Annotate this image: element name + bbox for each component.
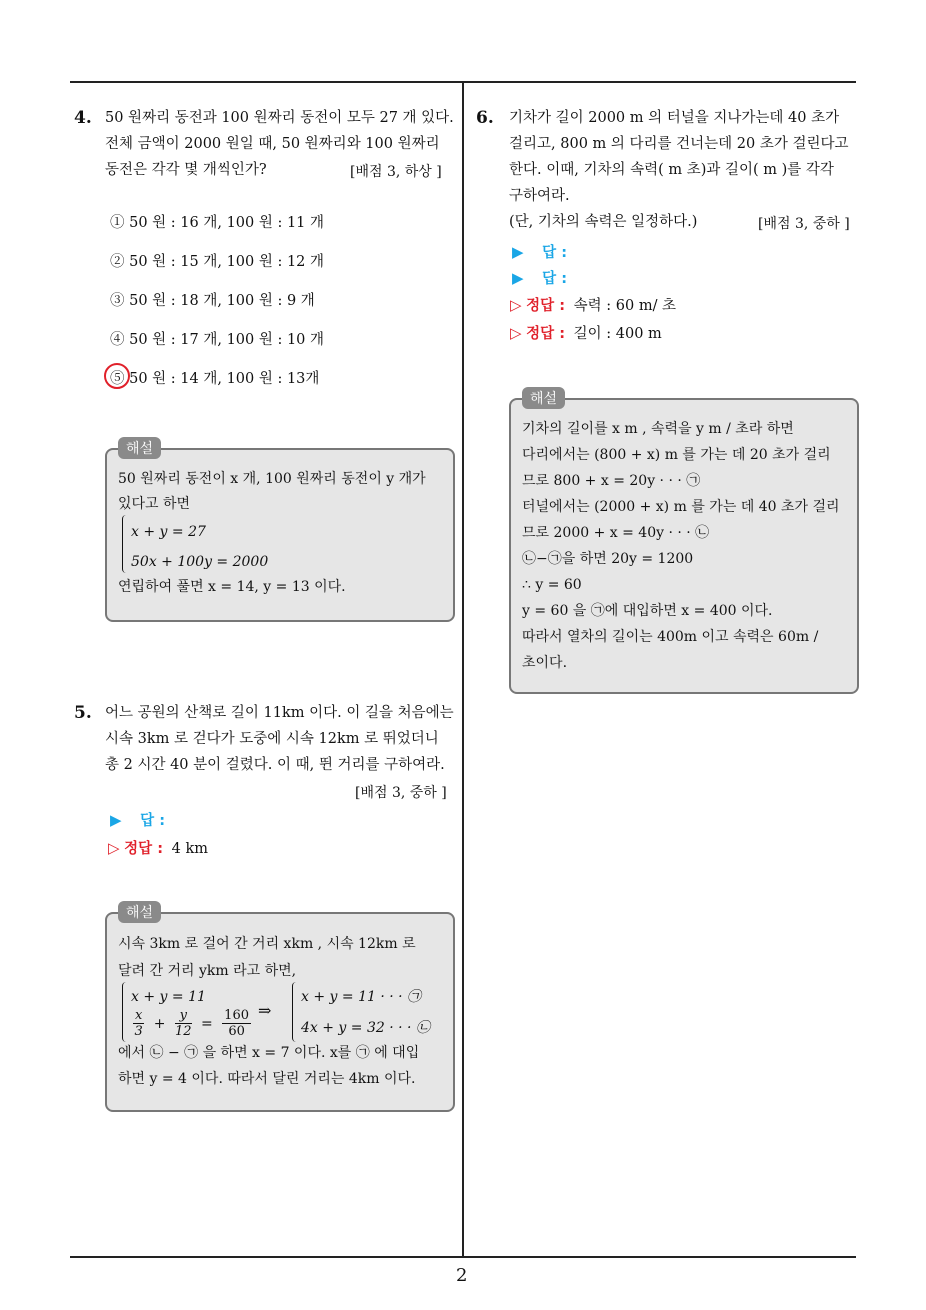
q6-explanation-box (509, 398, 859, 694)
q6-correct-row-1 (510, 294, 676, 315)
q6-answer-row-1[interactable] (512, 241, 567, 262)
q5-answer-row[interactable] (110, 809, 165, 830)
q4-score: [배점 3, 하상 ] (350, 164, 442, 180)
question-number-6: 6. (476, 108, 494, 128)
q6-line-2: 걸리고, 800 m 의 다리를 건너는데 20 초가 걸린다고 (509, 136, 849, 152)
q4-option-4[interactable]: ④ 50 원 : 17 개, 100 원 : 10 개 (110, 332, 325, 348)
q5-system-brace-right (292, 982, 299, 1042)
q6-explain-line-4: 터널에서는 (2000 + x) m 를 가는 데 40 초가 걸리 (522, 499, 840, 515)
q4-explain-line-1: 50 원짜리 동전이 x 개, 100 원짜리 동전이 y 개가 (118, 471, 426, 487)
q6-correct-row-2 (510, 322, 662, 343)
q6-answer-label-2: 답 : (542, 271, 568, 287)
q6-correct-label-1: 정답 : (526, 298, 566, 314)
q6-correct-value-1: 속력 : 60 m/ 초 (573, 298, 677, 314)
q6-answer-row-2[interactable] (512, 267, 567, 288)
q5-system-brace-left (122, 982, 129, 1042)
q6-explain-line-9: 따라서 열차의 길이는 400m 이고 속력은 60m / (522, 629, 819, 645)
q5-explain-line-1: 시속 3km 로 걸어 간 거리 xkm , 시속 12km 로 (118, 936, 416, 952)
q5-score: [배점 3, 중하 ] (355, 785, 447, 801)
q4-option-5[interactable]: ⑤ 50 원 : 14 개, 100 원 : 13개 (110, 371, 320, 387)
q6-line-4: 구하여라. (509, 188, 570, 204)
selected-answer-circle-icon (104, 363, 130, 389)
correct-triangle-icon: ▷ (510, 296, 522, 314)
q6-explain-line-7: ∴ y = 60 (522, 577, 582, 593)
q6-explain-line-3: 므로 800 + x = 20y · · · ㉠ (522, 473, 701, 489)
page-number: 2 (456, 1265, 468, 1286)
q5-correct-label: 정답 : (124, 841, 164, 857)
bottom-rule (70, 1256, 856, 1258)
q5-equation-3: 4x + y = 32 · · · ㉡ (301, 1020, 430, 1036)
answer-triangle-icon: ▶ (110, 811, 122, 829)
question-number-5: 5. (74, 703, 92, 723)
frac-160-60: $\frac{160}{60}$ (224, 1008, 249, 1039)
q6-correct-label-2: 정답 : (526, 326, 566, 342)
q4-explain-line-2: 있다고 하면 (118, 496, 191, 512)
q6-correct-value-2: 길이 : 400 m (573, 326, 662, 342)
q5-explain-line-2: 달려 간 거리 ykm 라고 하면, (118, 963, 297, 979)
frac-x-3: $\frac{x}{3}$ (134, 1008, 143, 1039)
q6-score: [배점 3, 중하 ] (758, 216, 850, 232)
q4-explain-conclusion: 연립하여 풀면 x = 14, y = 13 이다. (118, 579, 346, 595)
q4-line-2: 전체 금액이 2000 원일 때, 50 원짜리와 100 원짜리 (105, 136, 440, 152)
q5-line-3: 총 2 시간 40 분이 걸렸다. 이 때, 뛴 거리를 구하여라. (105, 757, 445, 773)
q4-option-2[interactable]: ② 50 원 : 15 개, 100 원 : 12 개 (110, 254, 325, 270)
q4-line-3: 동전은 각각 몇 개씩인가? (105, 162, 267, 178)
frac-y-12: $\frac{y}{12}$ (174, 1008, 192, 1039)
q6-explanation-tag: 해설 (522, 387, 565, 409)
q6-line-3: 한다. 이때, 기차의 속력( m 초)과 길이( m )를 각각 (509, 162, 834, 178)
q5-correct-value: 4 km (171, 841, 209, 857)
q6-line-1: 기차가 길이 2000 m 의 터널을 지나가는데 40 초가 (509, 110, 840, 126)
q5-correct-row (108, 837, 208, 858)
correct-triangle-icon: ▷ (108, 839, 120, 857)
correct-triangle-icon: ▷ (510, 324, 522, 342)
answer-triangle-icon: ▶ (512, 269, 524, 287)
q6-explain-line-1: 기차의 길이를 x m , 속력을 y m / 초라 하면 (522, 421, 794, 437)
q5-answer-label: 답 : (140, 813, 166, 829)
implies-arrow-icon: ⇒ (258, 1001, 272, 1020)
q6-explain-line-2: 다리에서는 (800 + x) m 를 가는 데 20 초가 걸리 (522, 447, 831, 463)
q5-explanation-tag: 해설 (118, 901, 161, 923)
q6-answer-label-1: 답 : (542, 245, 568, 261)
q5-explain-line-4: 하면 y = 4 이다. 따라서 달린 거리는 4km 이다. (118, 1071, 416, 1087)
q5-equation-frac: $\frac{x}{3}$ + $\frac{y}{12}$ = $\frac{160}{60}$ (134, 1008, 249, 1039)
q5-line-1: 어느 공원의 산책로 길이 11km 이다. 이 길을 처음에는 (105, 705, 454, 721)
q4-system-brace (122, 515, 129, 573)
q6-explain-line-10: 초이다. (522, 655, 568, 671)
q4-explanation-tag: 해설 (118, 437, 161, 459)
answer-triangle-icon: ▶ (512, 243, 524, 261)
q6-explain-line-6: ㉡−㉠을 하면 20y = 1200 (522, 551, 694, 567)
q6-explain-line-5: 므로 2000 + x = 40y · · · ㉡ (522, 525, 710, 541)
column-divider (462, 81, 464, 1257)
q5-equation-2: x + y = 11 · · · ㉠ (301, 989, 422, 1005)
q6-line-5: (단, 기차의 속력은 일정하다.) (509, 214, 698, 230)
q4-option-3[interactable]: ③ 50 원 : 18 개, 100 원 : 9 개 (110, 293, 315, 309)
q4-line-1: 50 원짜리 동전과 100 원짜리 동전이 모두 27 개 있다. (105, 110, 454, 126)
q5-equation-1: x + y = 11 (131, 989, 206, 1005)
q4-equation-2: 50x + 100y = 2000 (131, 554, 269, 570)
q6-explain-line-8: y = 60 을 ㉠에 대입하면 x = 400 이다. (522, 603, 773, 619)
q5-explain-line-3: 에서 ㉡ − ㉠ 을 하면 x = 7 이다. x를 ㉠ 에 대입 (118, 1045, 420, 1061)
q4-equation-1: x + y = 27 (131, 524, 206, 540)
q5-line-2: 시속 3km 로 걷다가 도중에 시속 12km 로 뛰었더니 (105, 731, 439, 747)
q4-option-1[interactable]: ① 50 원 : 16 개, 100 원 : 11 개 (110, 215, 325, 231)
question-number-4: 4. (74, 108, 92, 128)
